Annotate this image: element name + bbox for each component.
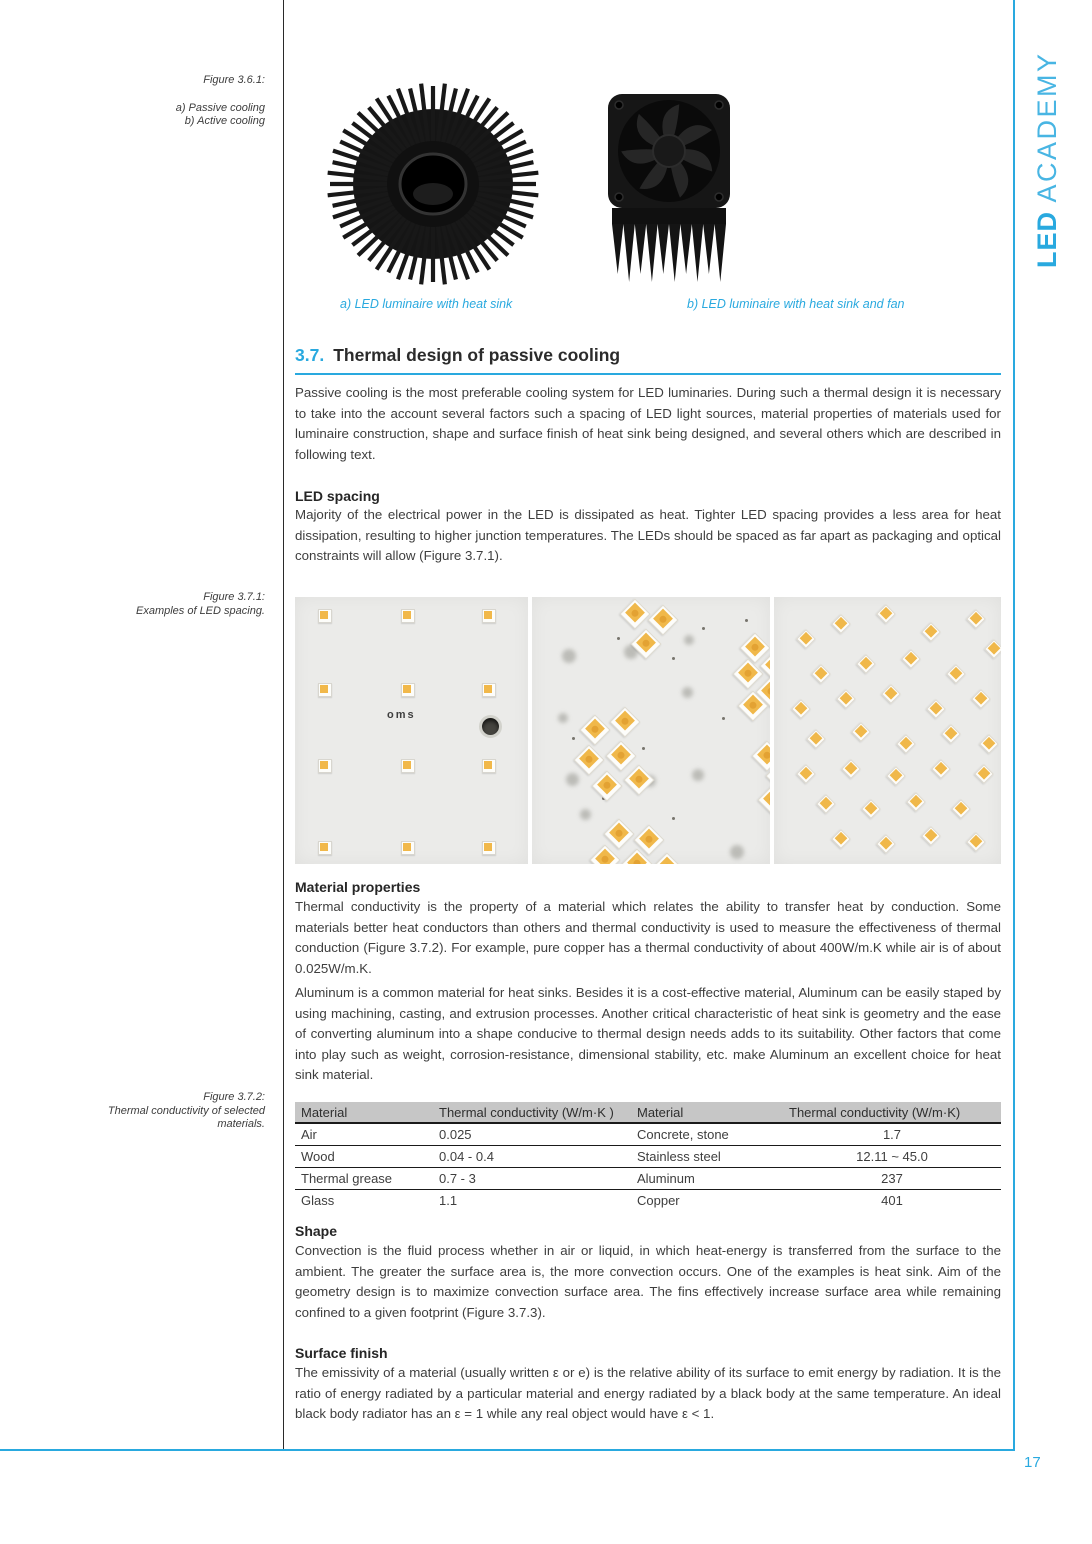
brand-academy: ACADEMY — [1032, 51, 1062, 203]
led-spacing-photos — [295, 597, 1001, 864]
table-col-header: Material — [295, 1102, 433, 1123]
shape-heading: Shape — [295, 1223, 338, 1239]
table-body — [295, 1123, 1001, 1211]
figure-3-6-1-caption-title: Figure 3.6.1: — [203, 74, 265, 86]
table-row — [295, 1168, 1001, 1190]
led-chip — [876, 604, 896, 624]
table-row — [295, 1190, 1001, 1212]
led-chip — [401, 609, 415, 623]
table-row — [295, 1123, 1001, 1146]
table-cell: 1.1 — [439, 1192, 458, 1208]
table-cell: 1.7 — [783, 1123, 1001, 1146]
led-chip — [841, 759, 861, 779]
table-cell: Glass — [301, 1192, 335, 1208]
table-cell: Stainless steel — [631, 1146, 783, 1168]
led-chip — [482, 683, 496, 697]
surface-finish-heading: Surface finish — [295, 1345, 388, 1361]
table-col-header: Material — [631, 1102, 783, 1123]
led-chip — [401, 841, 415, 855]
material-properties-body1: Thermal conductivity is the property of a material which relates the ability to transfer heat by conduction. Some materials better heat conductors than others and thermal conductivity is used to measure the effectiveness of thermal conduction (Figure 3.7.2). For example, pure copper has a thermal conductivity of about 400W/m.K while air is of about 0.025W/m.K. — [295, 899, 1001, 976]
table-col-header: Thermal conductivity (W/m·K) — [783, 1102, 1001, 1123]
table-cell: 0.7 - 3 — [433, 1168, 631, 1190]
section-heading — [295, 345, 1001, 375]
passive-heatsink-photo — [316, 78, 551, 296]
led-chip — [791, 699, 811, 719]
board-mark — [672, 817, 675, 820]
led-chip — [591, 770, 622, 801]
board-mark — [672, 657, 675, 660]
bottom-accent-rule — [0, 1449, 1015, 1451]
page-number: 17 — [1024, 1454, 1041, 1471]
figure-3-6-1-caption — [58, 74, 265, 129]
led-chip — [401, 683, 415, 697]
material-properties-heading: Material properties — [295, 879, 421, 895]
led-spacing-body: Majority of the electrical power in the LED is dissipated as heat. Tighter LED spacing provides a less area for heat dissipation, resulting to higher junction temperatures. The LEDs should be spaced as far apart as packaging and optical constraints will allow (Figure 3.7.1). — [295, 507, 1001, 564]
section-intro: Passive cooling is the most preferable cooling system for LED luminaries. During such a thermal design it is necessary to take into the account several factors such a spacing of LED light sources, material properties of materials used for luminaire construction, shape and surface finish of heat sink being designed, and several others which are described in following text. — [295, 385, 1001, 462]
led-chip — [401, 759, 415, 773]
figure-3-7-2-caption-title: Figure 3.7.2: — [203, 1091, 265, 1103]
led-chip — [946, 664, 966, 684]
led-chip — [971, 689, 991, 709]
led-chip — [579, 714, 610, 745]
led-chip — [856, 654, 876, 674]
led-chip — [831, 614, 851, 634]
board-mark — [580, 809, 591, 820]
led-chip — [806, 729, 826, 749]
thermal-conductivity-table — [295, 1102, 1001, 1211]
led-chip — [647, 604, 678, 635]
figure-3-7-2-caption — [58, 1091, 265, 1132]
led-chip — [974, 764, 994, 784]
led-chip — [851, 722, 871, 742]
table-cell: 0.04 - 0.4 — [433, 1146, 631, 1168]
led-chip — [876, 834, 896, 854]
led-chip — [796, 629, 816, 649]
led-chip — [605, 740, 636, 771]
table-col-header: Thermal conductivity (W/m·K ) — [433, 1102, 631, 1123]
led-chip — [941, 724, 961, 744]
figure-3-7-1-caption — [58, 591, 265, 618]
led-chip — [651, 852, 682, 864]
led-chip — [318, 841, 332, 855]
led-chip — [921, 622, 941, 642]
led-chip — [836, 689, 856, 709]
table-header — [295, 1102, 1001, 1123]
fan-heatsink-photo — [590, 86, 748, 288]
table-cell: Copper — [637, 1192, 680, 1208]
led-chip — [796, 764, 816, 784]
led-chip — [573, 744, 604, 775]
right-accent-rule — [1013, 0, 1015, 1451]
shape-body: Convection is the fluid process whether in air or liquid, in which heat-energy is transferred from the surface to the ambient. The greater the surface area is, the more convection occurs. One of the examples is heat sink. Aim of the geometry design is to maximize convection surface area. The fins effectively increase surface area while remaining confined to a given footprint (Figure 3.7.3). — [295, 1243, 1001, 1320]
brand-led: LED — [1032, 211, 1062, 268]
surface-finish-body: The emissivity of a material (usually written ε or e) is the relative ability of its surface to emit energy by radiation. It is the ratio of energy radiated by a particular material and energy radiated by a black body at the same temperature. An ideal black body radiator has an ε = 1 while any real object would have ε < 1. — [295, 1365, 1001, 1422]
led-chip — [732, 658, 763, 689]
board-mark — [692, 769, 704, 781]
figure-3-6-1-caption-b: b) Active cooling — [184, 115, 265, 127]
table-cell: Thermal grease — [295, 1168, 433, 1190]
led-chip — [881, 684, 901, 704]
board-mark — [722, 717, 725, 720]
led-chip — [926, 699, 946, 719]
board-mark — [684, 635, 694, 645]
board-mark — [566, 773, 579, 786]
section-number: 3.7. — [295, 345, 325, 365]
board-mark — [558, 713, 568, 723]
led-chip — [921, 826, 941, 846]
led-chip — [318, 683, 332, 697]
led-chip — [906, 792, 926, 812]
led-chip — [757, 784, 770, 815]
led-chip — [751, 740, 770, 771]
table-cell: 237 — [783, 1168, 1001, 1190]
led-chip — [896, 734, 916, 754]
board-mark — [702, 627, 705, 630]
figure-3-7-1-caption-text: Examples of LED spacing. — [135, 604, 265, 617]
board-mark — [572, 737, 575, 740]
table-cell: 0.025 — [433, 1123, 631, 1146]
photo-b-caption: b) LED luminaire with heat sink and fan — [687, 297, 905, 311]
led-chip — [482, 841, 496, 855]
led-board-scatter-photo — [774, 597, 1001, 864]
led-board-grid-photo — [295, 597, 528, 864]
led-chip — [482, 759, 496, 773]
led-chip — [619, 598, 650, 629]
oms-logo: oms — [387, 709, 416, 721]
board-mounting-hole — [479, 715, 502, 738]
table-cell: Wood — [295, 1146, 433, 1168]
board-mark — [745, 619, 748, 622]
board-mark — [730, 845, 744, 859]
board-mark — [642, 747, 645, 750]
led-chip — [901, 649, 921, 669]
led-chip — [966, 832, 986, 852]
led-chip — [816, 794, 836, 814]
led-chip — [861, 799, 881, 819]
led-board-cluster-photo — [532, 597, 770, 864]
section-title: Thermal design of passive cooling — [333, 345, 621, 365]
board-mark — [562, 649, 576, 663]
sidebar-brand — [1032, 51, 1063, 268]
led-chip — [609, 706, 640, 737]
led-chip — [886, 766, 906, 786]
figure-3-7-2-caption-line2: materials. — [217, 1118, 265, 1130]
led-chip — [984, 639, 1001, 659]
photo-a-caption: a) LED luminaire with heat sink — [340, 297, 513, 311]
led-chip — [318, 759, 332, 773]
material-properties-body2: Aluminum is a common material for heat sinks. Besides it is a cost-effective material, Aluminum can be easily staped by using machining, casting, and extrusion processes. Another critical characteristic of heat sink is geometry and the ease of converting aluminum into a shape conducive to thermal design needs adds to its suitability. Other factors that come into play such as weight, corrosion-resistance, dimensional stability, etc. make Aluminum an excellent choice for heat sink material. — [295, 985, 1001, 1083]
led-spacing-heading: LED spacing — [295, 488, 380, 504]
led-chip — [623, 764, 654, 795]
left-margin-rule — [283, 0, 284, 1450]
led-chip — [966, 609, 986, 629]
led-chip — [979, 734, 999, 754]
table-cell: Air — [295, 1123, 433, 1146]
table-cell: 12.11 ~ 45.0 — [783, 1146, 1001, 1168]
led-chip — [811, 664, 831, 684]
led-chip — [603, 818, 634, 849]
figure-3-6-1-caption-a: a) Passive cooling — [175, 101, 265, 114]
led-chip — [831, 829, 851, 849]
board-mark — [617, 637, 620, 640]
board-mark — [682, 687, 693, 698]
table-cell: Aluminum — [631, 1168, 783, 1190]
table-row — [295, 1146, 1001, 1168]
figure-3-7-1-caption-title: Figure 3.7.1: — [203, 591, 265, 603]
figure-3-7-2-caption-line1: Thermal conductivity of selected — [107, 1104, 265, 1117]
table-cell: Concrete, stone — [631, 1123, 783, 1146]
led-chip — [931, 759, 951, 779]
led-chip — [482, 609, 496, 623]
led-chip — [951, 799, 971, 819]
table-cell: 401 — [881, 1192, 903, 1208]
led-chip — [318, 609, 332, 623]
